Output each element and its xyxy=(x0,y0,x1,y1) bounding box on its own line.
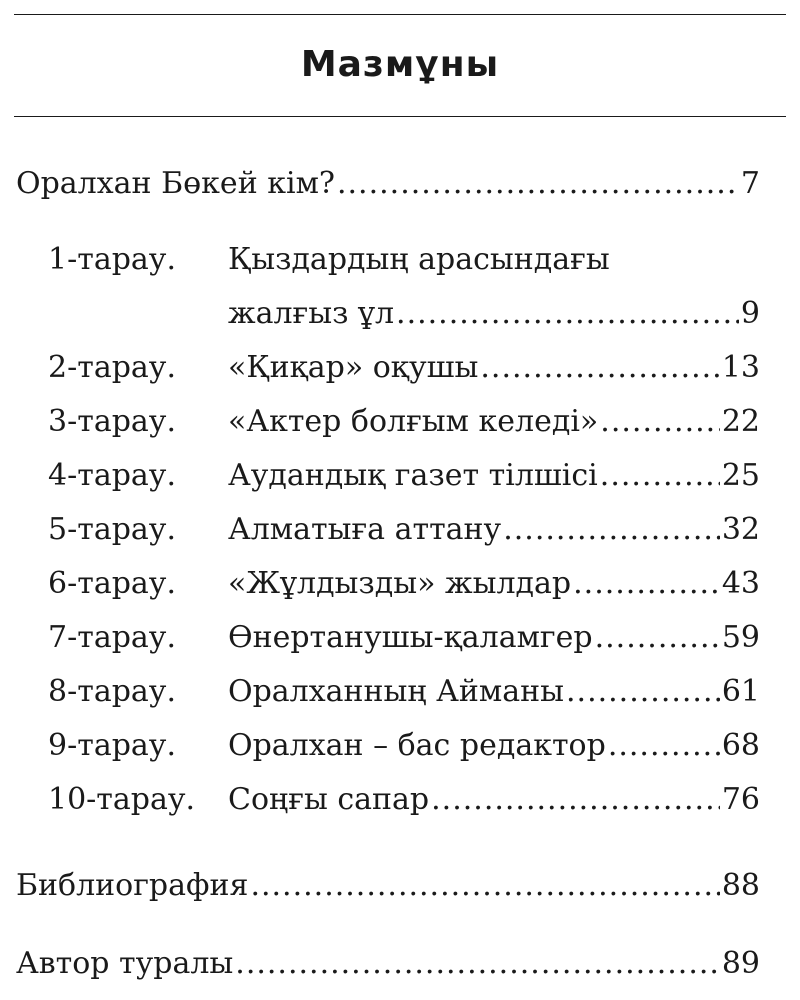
toc-entry-chapter-5[interactable] xyxy=(228,510,760,550)
chapter-title: Аудандық газет тілшісі xyxy=(228,458,598,493)
chapter-label: 10-тарау. xyxy=(48,782,196,817)
chapter-title: Өнертанушы-қаламгер xyxy=(228,620,593,655)
chapter-label: 3-тарау. xyxy=(48,404,176,439)
dot-leader xyxy=(337,164,739,204)
page-number: 76 xyxy=(721,782,760,817)
toc-entry-text: Автор туралы xyxy=(16,946,234,981)
dot-leader xyxy=(600,402,720,442)
chapter-title: Оралхан – бас редактор xyxy=(228,728,606,763)
toc-entry-text: Библиография xyxy=(16,868,249,903)
chapter-title: «Актер болғым келеді» xyxy=(228,404,599,439)
toc-entry-bibliography[interactable] xyxy=(16,866,760,906)
dot-leader xyxy=(608,726,720,766)
dot-leader xyxy=(396,294,739,334)
chapter-label: 6-тарау. xyxy=(48,566,176,601)
toc-entry-about-author[interactable] xyxy=(16,944,760,984)
chapter-label: 5-тарау. xyxy=(48,512,176,547)
chapter-title: Соңғы сапар xyxy=(228,782,430,817)
chapter-label: 2-тарау. xyxy=(48,350,176,385)
page-number: 43 xyxy=(721,566,760,601)
chapter-label: 7-тарау. xyxy=(48,620,176,655)
toc-entry-chapter-3[interactable] xyxy=(228,402,760,442)
dot-leader xyxy=(595,618,720,658)
toc-entry-intro[interactable] xyxy=(16,164,760,204)
chapter-label: 1-тарау. xyxy=(48,242,176,277)
chapter-title: жалғыз ұл xyxy=(228,296,395,331)
toc-entry-text: Оралхан Бөкей кім? xyxy=(16,166,335,201)
dot-leader xyxy=(250,866,719,906)
page-number: 25 xyxy=(721,458,760,493)
chapter-label: 9-тарау. xyxy=(48,728,176,763)
title-rule xyxy=(14,116,786,117)
toc-entry-chapter-2[interactable] xyxy=(228,348,760,388)
page-number: 13 xyxy=(721,350,760,385)
page-number: 7 xyxy=(740,166,760,201)
dot-leader xyxy=(480,348,719,388)
toc-entry-chapter-4[interactable] xyxy=(228,456,760,496)
dot-leader xyxy=(503,510,720,550)
toc-entry-chapter-9[interactable] xyxy=(228,726,760,766)
chapter-title: Алматыға аттану xyxy=(228,512,502,547)
page-number: 88 xyxy=(721,868,760,903)
chapter-title: «Жұлдызды» жылдар xyxy=(228,566,572,601)
page-number: 68 xyxy=(721,728,760,763)
toc-entry-chapter-7[interactable] xyxy=(228,618,760,658)
page-number: 32 xyxy=(721,512,760,547)
chapter-title-line1: Қыздардың арасындағы xyxy=(228,242,610,277)
dot-leader xyxy=(431,780,720,820)
dot-leader xyxy=(573,564,720,604)
dot-leader xyxy=(235,944,720,984)
chapter-title: Оралханның Айманы xyxy=(228,674,564,709)
dot-leader xyxy=(600,456,720,496)
page-number: 89 xyxy=(721,946,760,981)
toc-entry-chapter-6[interactable] xyxy=(228,564,760,604)
chapter-label: 4-тарау. xyxy=(48,458,176,493)
chapter-title: «Қиқар» оқушы xyxy=(228,350,479,385)
chapter-label: 8-тарау. xyxy=(48,674,176,709)
page-number: 9 xyxy=(740,296,760,331)
page-number: 61 xyxy=(721,674,760,709)
page-number: 59 xyxy=(721,620,760,655)
page-number: 22 xyxy=(721,404,760,439)
toc-entry-chapter-1[interactable] xyxy=(228,294,760,334)
dot-leader xyxy=(566,672,720,712)
page-title: Мазмұны xyxy=(300,44,500,85)
toc-entry-chapter-10[interactable] xyxy=(228,780,760,820)
top-rule xyxy=(14,14,786,15)
toc-entry-chapter-8[interactable] xyxy=(228,672,760,712)
